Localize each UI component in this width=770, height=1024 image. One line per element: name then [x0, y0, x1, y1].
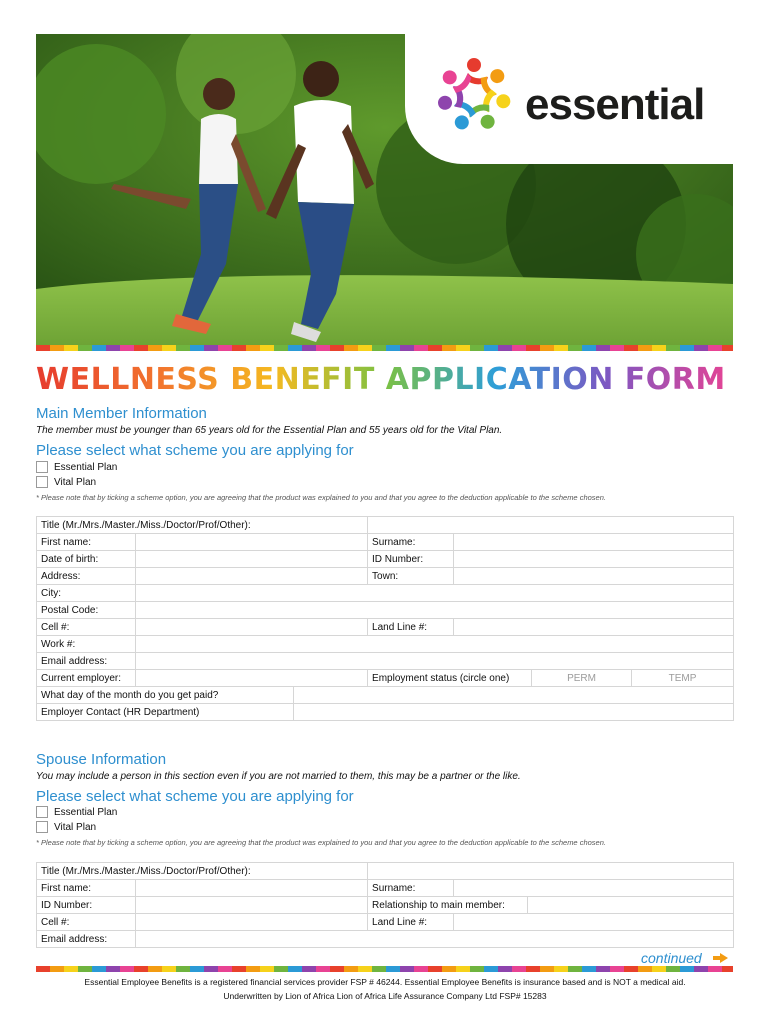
spouse-scheme-heading: Please select what scheme you are applying for [36, 788, 354, 805]
title-field[interactable] [368, 517, 734, 534]
main-member-heading: Main Member Information [36, 405, 207, 422]
address-field[interactable] [136, 568, 368, 585]
color-stripe-bottom [36, 966, 733, 972]
footer-line-2: Underwritten by Lion of Africa Lion of Africa Life Assurance Company Ltd FSP# 15283 [223, 991, 547, 1001]
main-scheme-heading: Please select what scheme you are applying for [36, 442, 354, 459]
checkbox[interactable] [36, 461, 48, 473]
pay-day-field[interactable] [294, 687, 734, 704]
color-stripe-top [36, 345, 733, 351]
surname-label: Surname: [368, 534, 454, 551]
continued-label: continued [641, 950, 702, 966]
brand-logo-area [405, 34, 733, 164]
surname-field[interactable] [454, 534, 734, 551]
relationship-label: Relationship to main member: [368, 897, 528, 914]
pay-day-label: What day of the month do you get paid? [37, 687, 294, 704]
table-row [37, 619, 734, 636]
land-line-field[interactable] [454, 619, 734, 636]
checkbox[interactable] [36, 476, 48, 488]
table-row [37, 653, 734, 670]
first-name-label: First name: [37, 534, 136, 551]
table-row [37, 897, 734, 914]
city-field[interactable] [136, 585, 734, 602]
first-name-field[interactable] [136, 534, 368, 551]
address-label: Address: [37, 568, 136, 585]
option-label: Essential Plan [54, 461, 118, 473]
spouse-heading: Spouse Information [36, 751, 167, 768]
relationship-field[interactable] [528, 897, 734, 914]
spouse-option-vital[interactable] [36, 821, 96, 833]
brand-name: essential [525, 80, 705, 129]
id-number-label: ID Number: [368, 551, 454, 568]
spouse-surname-label: Surname: [368, 880, 454, 897]
table-row [37, 704, 734, 721]
table-row [37, 914, 734, 931]
table-row [37, 931, 734, 948]
spouse-email-field[interactable] [136, 931, 734, 948]
spouse-cell-field[interactable] [136, 914, 368, 931]
spouse-title-label: Title (Mr./Mrs./Master./Miss./Doctor/Prof/Other): [37, 863, 368, 880]
spouse-land-line-field[interactable] [454, 914, 734, 931]
town-label: Town: [368, 568, 454, 585]
option-label: Vital Plan [54, 821, 97, 833]
email-label: Email address: [37, 653, 136, 670]
table-row [37, 880, 734, 897]
spouse-id-number-field[interactable] [136, 897, 368, 914]
cell-field[interactable] [136, 619, 368, 636]
employer-label: Current employer: [37, 670, 136, 687]
cell-label: Cell #: [37, 619, 136, 636]
form-title: WELLNESS BENEFIT APPLICATION FORM [36, 362, 733, 397]
table-row [37, 551, 734, 568]
main-option-essential[interactable] [36, 461, 117, 473]
option-label: Vital Plan [54, 476, 97, 488]
spouse-surname-field[interactable] [454, 880, 734, 897]
employment-status-label: Employment status (circle one) [368, 670, 532, 687]
dob-label: Date of birth: [37, 551, 136, 568]
perm-option[interactable]: PERM [532, 670, 632, 687]
spouse-table [36, 862, 734, 948]
spouse-note: You may include a person in this section even if you are not married to them, this may be a partner or the like. [36, 771, 521, 782]
table-row [37, 602, 734, 619]
spouse-land-line-label: Land Line #: [368, 914, 454, 931]
table-row [37, 585, 734, 602]
main-option-vital[interactable] [36, 476, 96, 488]
employer-field[interactable] [136, 670, 368, 687]
main-member-table [36, 516, 734, 721]
dob-field[interactable] [136, 551, 368, 568]
footer-line-1: Essential Employee Benefits is a registered financial services provider FSP # 46244. Essential Employee Benefits is insurance based and is NOT a medical aid. [84, 977, 686, 987]
table-row [37, 636, 734, 653]
main-disclaimer: * Please note that by ticking a scheme option, you are agreeing that the product was explained to you and that you agree to the deduction applicable to the scheme chosen. [36, 493, 606, 502]
table-row [37, 568, 734, 585]
checkbox[interactable] [36, 806, 48, 818]
people-circle-logo-icon [427, 48, 521, 142]
city-label: City: [37, 585, 136, 602]
table-row [37, 534, 734, 551]
spouse-first-name-field[interactable] [136, 880, 368, 897]
spouse-disclaimer: * Please note that by ticking a scheme option, you are agreeing that the product was explained to you and that you agree to the deduction applicable to the scheme chosen. [36, 838, 606, 847]
checkbox[interactable] [36, 821, 48, 833]
table-row [37, 687, 734, 704]
employer-contact-field[interactable] [294, 704, 734, 721]
table-row [37, 863, 734, 880]
spouse-first-name-label: First name: [37, 880, 136, 897]
work-label: Work #: [37, 636, 136, 653]
postal-code-label: Postal Code: [37, 602, 136, 619]
title-label: Title (Mr./Mrs./Master./Miss./Doctor/Prof/Other): [37, 517, 368, 534]
arrow-right-icon [720, 953, 728, 963]
spouse-cell-label: Cell #: [37, 914, 136, 931]
option-label: Essential Plan [54, 806, 118, 818]
spouse-option-essential[interactable] [36, 806, 117, 818]
land-line-label: Land Line #: [368, 619, 454, 636]
table-row [37, 670, 734, 687]
main-member-note: The member must be younger than 65 years old for the Essential Plan and 55 years old for the Vital Plan. [36, 425, 503, 436]
spouse-email-label: Email address: [37, 931, 136, 948]
table-row [37, 517, 734, 534]
postal-code-field[interactable] [136, 602, 734, 619]
temp-option[interactable]: TEMP [632, 670, 734, 687]
town-field[interactable] [454, 568, 734, 585]
employer-contact-label: Employer Contact (HR Department) [37, 704, 294, 721]
work-field[interactable] [136, 636, 734, 653]
spouse-id-number-label: ID Number: [37, 897, 136, 914]
email-field[interactable] [136, 653, 734, 670]
id-number-field[interactable] [454, 551, 734, 568]
spouse-title-field[interactable] [368, 863, 734, 880]
